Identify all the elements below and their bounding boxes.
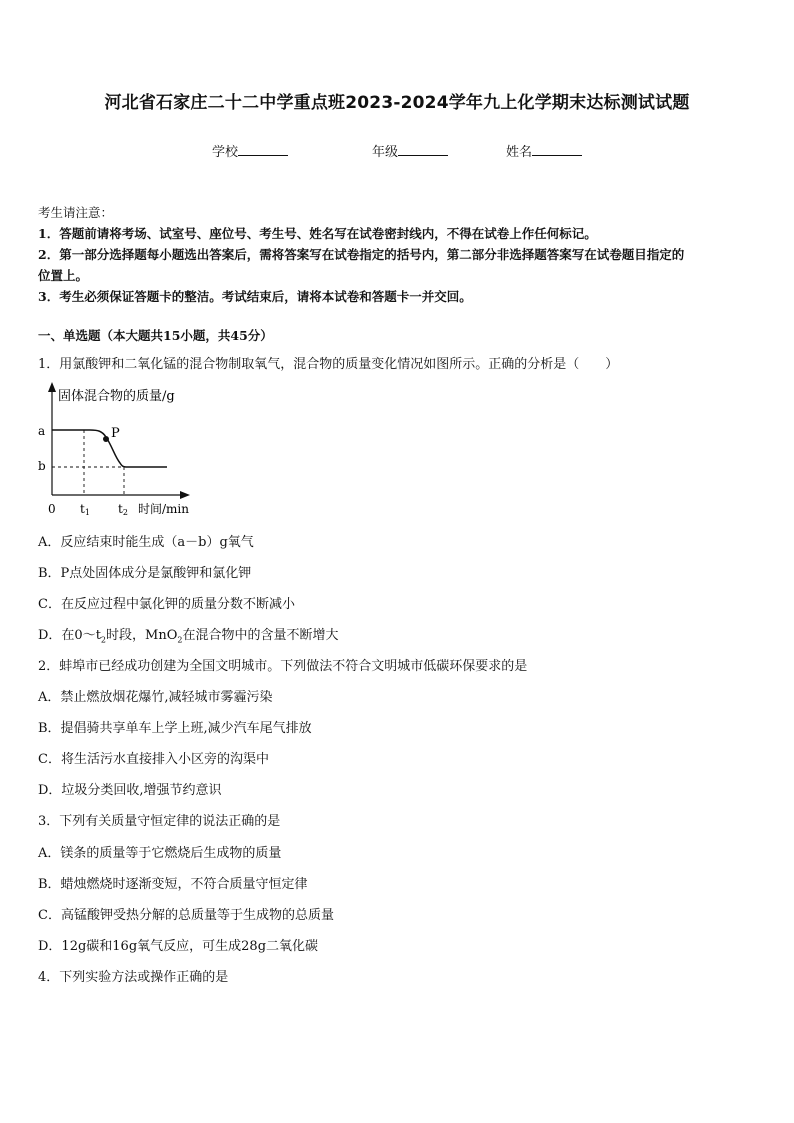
x-axis-label: 时间/min [138, 502, 189, 516]
question-1-option-a[interactable]: A．反应结束时能生成（a－b）g氧气 [38, 535, 254, 550]
origin-label: 0 [48, 502, 56, 516]
name-label: 姓名 [506, 145, 533, 160]
notes-header: 考生请注意： [38, 205, 114, 220]
question-3-option-d[interactable]: D．12g碳和16g氧气反应，可生成28g二氧化碳 [38, 939, 319, 954]
option-d-text: D．在0～t [38, 628, 101, 643]
question-3-stem: 3．下列有关质量守恒定律的说法正确的是 [38, 814, 281, 829]
mass-curve [52, 430, 167, 467]
name-field [506, 141, 582, 160]
question-1-option-b[interactable]: B．P点处固体成分是氯酸钾和氯化钾 [38, 566, 252, 581]
notes-item: 2．第一部分选择题每小题选出答案后，需将答案写在试卷指定的括号内，第二部分非选择题答案写在试卷题目指定的 [38, 247, 685, 262]
grade-field [372, 141, 448, 160]
notes-item: 位置上。 [38, 268, 89, 283]
point-p-label: P [111, 426, 120, 441]
y-tick-b: b [38, 459, 46, 473]
y-tick-a: a [38, 424, 46, 438]
mass-time-chart [32, 380, 202, 520]
question-2-stem: 2．蚌埠市已经成功创建为全国文明城市。下列做法不符合文明城市低碳环保要求的是 [38, 659, 528, 674]
question-1-option-c[interactable]: C．在反应过程中氯化钾的质量分数不断减小 [38, 597, 295, 612]
question-2-option-a[interactable]: A．禁止燃放烟花爆竹,减轻城市雾霾污染 [38, 690, 273, 705]
option-d-text: 在混合物中的含量不断增大 [182, 628, 339, 643]
grade-blank[interactable] [398, 143, 448, 156]
option-d-subscript: 2 [177, 635, 183, 645]
point-p [103, 436, 109, 442]
exam-notes [38, 202, 760, 307]
question-2-option-d[interactable]: D．垃圾分类回收,增强节约意识 [38, 783, 222, 798]
name-blank[interactable] [532, 143, 582, 156]
question-3-option-b[interactable]: B．蜡烛燃烧时逐渐变短，不符合质量守恒定律 [38, 877, 308, 892]
question-2-option-b[interactable]: B．提倡骑共享单车上学上班,减少汽车尾气排放 [38, 721, 312, 736]
grade-label: 年级 [372, 145, 399, 160]
question-1-stem: 1．用氯酸钾和二氧化锰的混合物制取氧气，混合物的质量变化情况如图所示。正确的分析是（ ） [38, 357, 619, 372]
notes-item: 3．考生必须保证答题卡的整洁。考试结束后，请将本试卷和答题卡一并交回。 [38, 289, 472, 304]
question-4-stem: 4．下列实验方法或操作正确的是 [38, 970, 229, 985]
question-3-option-c[interactable]: C．高锰酸钾受热分解的总质量等于生成物的总质量 [38, 908, 334, 923]
y-axis-label: 固体混合物的质量/g [58, 389, 175, 404]
question-1-option-d[interactable] [38, 624, 338, 645]
school-label: 学校 [212, 145, 239, 160]
section-title: 一、单选题（本大题共15小题，共45分） [38, 328, 273, 343]
option-d-subscript: 2 [100, 635, 107, 645]
x-axis-arrow [180, 491, 190, 499]
question-2-option-c[interactable]: C．将生活污水直接排入小区旁的沟渠中 [38, 752, 269, 767]
school-blank[interactable] [238, 143, 288, 156]
x-tick-t2: t2 [118, 502, 128, 517]
notes-item: 1．答题前请将考场、试室号、座位号、考生号、姓名写在试卷密封线内，不得在试卷上作任何标记。 [38, 226, 597, 241]
x-tick-t1: t1 [80, 502, 90, 517]
question-3-option-a[interactable]: A．镁条的质量等于它燃烧后生成物的质量 [38, 846, 282, 861]
option-d-text: 时段，MnO [106, 628, 178, 643]
y-axis-arrow [48, 382, 56, 392]
page-title: 河北省石家庄二十二中学重点班2023-2024学年九上化学期末达标测试试题 [104, 93, 690, 113]
school-field [212, 141, 288, 160]
